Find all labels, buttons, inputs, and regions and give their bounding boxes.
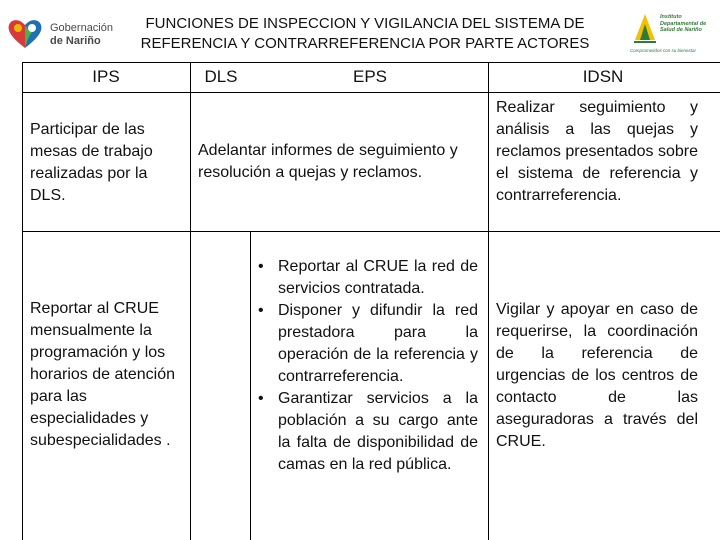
- column-divider-3: [488, 62, 489, 540]
- column-divider-1: [190, 62, 191, 540]
- logo-right-line1: Instituto Departamental de Salud de Nariño: [660, 14, 707, 33]
- column-header-idsn: IDSN: [582, 67, 624, 86]
- column-header-dls: DLS: [204, 67, 238, 86]
- row1-idsn-cell: Realizar seguimiento y análisis a las quejas y reclamos presentados sobre el sistema de referencia y contrarreferencia.: [496, 99, 698, 204]
- row-divider: [22, 231, 720, 232]
- logo-left-line1: Gobernación: [50, 22, 113, 34]
- eps-bullet-item: • Reportar al CRUE la red de servicios contratada.: [254, 256, 478, 300]
- idsn-logo: [626, 10, 716, 58]
- logo-right-line2: Comprometidos con su bienestar: [630, 48, 697, 53]
- heart-logo-icon: [6, 16, 44, 50]
- column-header-eps: EPS: [352, 67, 388, 86]
- row2-idsn-cell: Vigilar y apoyar en caso de requerirse, la coordinación de la referencia de urgencias de los centros de contacto de las aseguradoras a través del CRUE.: [496, 301, 698, 450]
- idsn-emblem-icon: [632, 10, 658, 44]
- row2-eps-cell: [254, 256, 478, 476]
- gobernacion-logo: [6, 14, 116, 54]
- eps-bullet-list: [254, 256, 478, 476]
- column-divider-2: [250, 231, 251, 540]
- column-header-ips: IPS: [92, 67, 120, 86]
- eps-bullet-item: • Disponer y difundir la red prestadora para la operación de la referencia y contrarreferencia.: [254, 300, 478, 388]
- table-left-border: [22, 62, 23, 540]
- eps-bullet-item: • Garantizar servicios a la población a su cargo ante la falta de disponibilidad de camas en la red pública.: [254, 388, 478, 476]
- row1-dls-eps-cell: Adelantar informes de seguimiento y resolución a quejas y reclamos.: [198, 142, 458, 181]
- header: [0, 0, 720, 62]
- page-title: FUNCIONES DE INSPECCION Y VIGILANCIA DEL SISTEMA DE REFERENCIA Y CONTRARREFERENCIA POR PARTE ACTORES: [140, 15, 590, 52]
- row1-ips-cell: Participar de las mesas de trabajo realizadas por la DLS.: [30, 121, 153, 204]
- logo-left-line2: de Nariño: [50, 35, 101, 47]
- table-top-border: [22, 62, 720, 63]
- header-bottom-border: [22, 92, 720, 93]
- row2-ips-cell: Reportar al CRUE mensualmente la programación y los horarios de atención para las especialidades y subespecialidades .: [30, 300, 175, 449]
